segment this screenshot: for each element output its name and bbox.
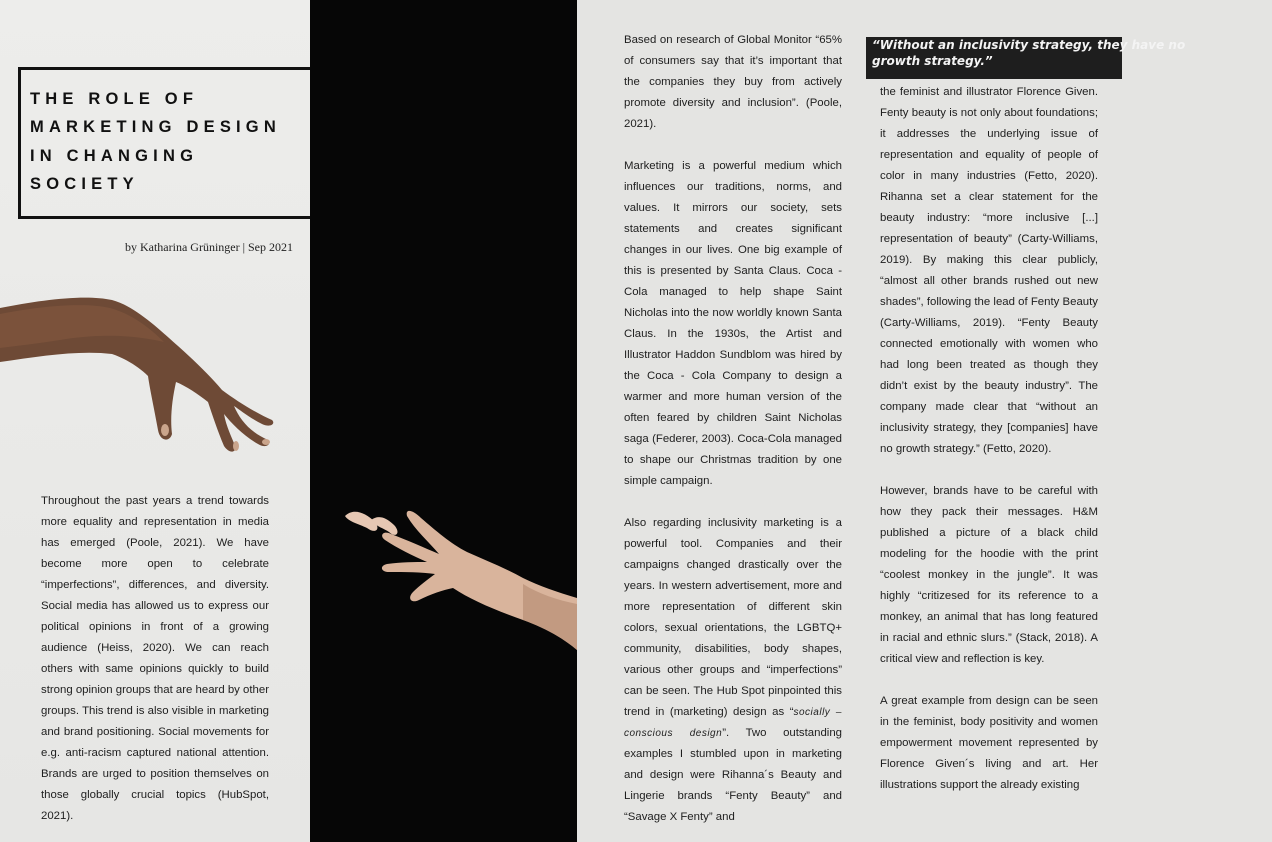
column-2 — [624, 30, 842, 828]
pull-quote-text — [872, 37, 1272, 69]
black-panel — [310, 0, 577, 842]
pull-quote-line-2: growth strategy.” — [872, 54, 993, 68]
col2-paragraph-1: Based on research of Global Monitor “65% of consumers say that it’s important that the companies they buy from actively promote diversity and inclusion”. (Poole, 2021). — [624, 34, 842, 130]
pull-quote-bar — [866, 37, 1186, 79]
upper-hand-image — [0, 290, 290, 465]
title-line-3: IN CHANGING — [30, 147, 199, 165]
col2-paragraph-2: Marketing is a powerful medium which influences our traditions, norms, and values. It mirrors our society, sets statements and creates significant changes in our lives. One big example of this is presented by Santa Claus. Coca - Cola managed to help shape Saint Nicholas into the now worldly known Santa Claus. In the 1930s, the Artist and Illustrator Haddon Sundblom was hired by the Coca - Cola Company to design a warmer and more human version of the often feared by children Saint Nicholas saga (Federer, 2003). Coca-Cola managed to shape our Christmas tradition by one simple campaign. — [624, 160, 842, 487]
col3-paragraph-3: A great example from design can be seen in the feminist, body positivity and women empowerment movement represented by Florence Given´s living and art. Her illustrations support the already existing — [880, 695, 1098, 791]
column-1 — [41, 491, 269, 827]
col3-paragraph-1: the feminist and illustrator Florence Given. Fenty beauty is not only about foundations; it addresses the underlying issue of representation and equality of people of color in many industries (Fetto, 2020). Rihanna set a clear statement for the beauty industry: “more inclusive [...] representation of beauty” (Carty-Williams, 2019). By making this clear publicly, “almost all other brands rushed out new shades”, following the lead of Fenty Beauty (Carty-Williams, 2019). “Fenty Beauty connected emotionally with women who had long been treated as though they didn’t exist by the beauty industry”. The company made clear that “without an inclusivity strategy, they [companies] have no growth strategy.” (Fetto, 2020). — [880, 86, 1098, 455]
col2-paragraph-3b: ”. Two outstanding examples I stumbled upon in marketing and design were Rihanna´s Beauty and Lingerie brands “Fenty Beauty” and “Savage X Fenty” and — [624, 727, 842, 823]
byline: by Katharina Grüninger | Sep 2021 — [124, 240, 293, 254]
col1-paragraph-1: Throughout the past years a trend towards more equality and representation in media has emerged (Poole, 2021). We have become more open to celebrate “imperfections”, differences, and diversity. Social media has allowed us to express our political opinions in front of a growing audience (Heiss, 2020). We can reach others with same opinions quickly to build strong opinion groups that are heard by other groups. This trend is also visible in marketing and brand positioning. Social movements for e.g. anti-racism captured national attention. Brands are urged to position themselves on those globally crucial topics (HubSpot, 2021). — [41, 495, 269, 822]
col2-paragraph-3a: Also regarding inclusivity marketing is a powerful tool. Companies and their campaigns changed drastically over the years. In western advertisement, more and more representation of different skin colors, sexual orientations, the LGBTQ+ community, disabilities, body shapes, various other groups and “imperfections” can be seen. The Hub Spot pinpointed this trend in (marketing) design as “ — [624, 517, 842, 718]
pull-quote-line-1: “Without an inclusivity strategy, they have no — [872, 38, 1186, 52]
socially-conscious-design-phrase: socially – conscious design — [624, 707, 842, 739]
title-line-2: MARKETING DESIGN — [30, 118, 281, 136]
column-3 — [880, 82, 1098, 796]
title-line-1: THE ROLE OF — [30, 90, 199, 108]
col2-paragraph-3 — [624, 513, 842, 828]
lower-hand-image — [335, 500, 577, 660]
title-line-4: SOCIETY — [30, 175, 139, 193]
col3-paragraph-2: However, brands have to be careful with how they pack their messages. H&M published a picture of a black child modeling for the hoodie with the print “coolest monkey in the jungle”. It was highly “critizesed for its reference to a monkey, an animal that has long featured in racial and ethnic slurs.” (Stack, 2018). A critical view and reflection is key. — [880, 485, 1098, 665]
